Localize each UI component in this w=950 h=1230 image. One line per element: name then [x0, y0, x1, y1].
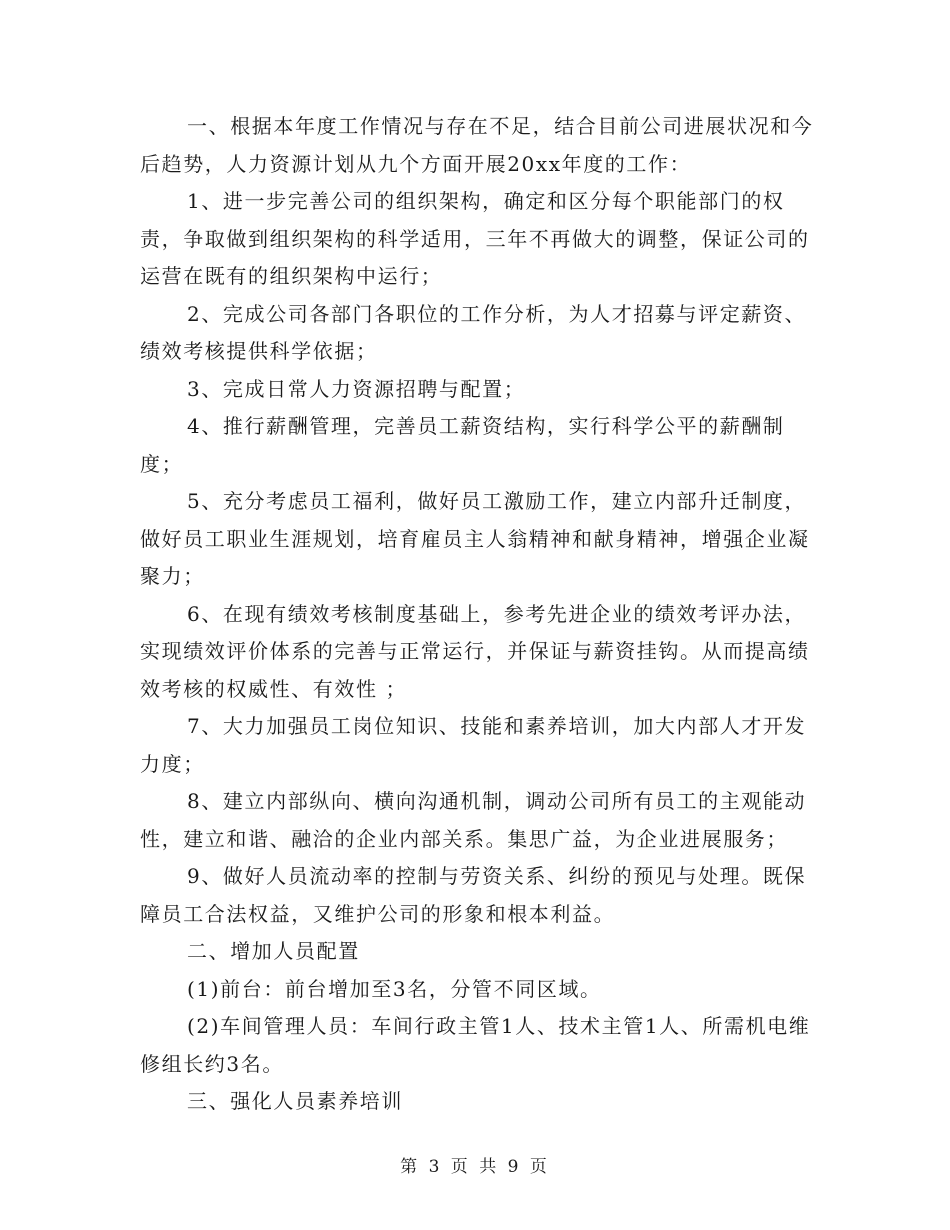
paragraph-item-6: 6、在现有绩效考核制度基础上，参考先进企业的绩效考评办法，实现绩效评价体系的完善与正常运行，并保证与薪资挂钩。从而提高绩效考核的权威性、有效性 ； — [140, 601, 810, 701]
paragraph-intro: 一、根据本年度工作情况与存在不足，结合目前公司进展状况和今后趋势，人力资源计划从九个方面开展20xx年度的工作： — [140, 114, 814, 176]
paragraph-item-1: 1、进一步完善公司的组织架构，确定和区分每个职能部门的权责，争取做到组织架构的科学适用，三年不再做大的调整，保证公司的运营在既有的组织架构中运行； — [140, 189, 810, 288]
paragraph-item-3: 3、完成日常人力资源招聘与配置； — [187, 376, 526, 401]
paragraph-item-8: 8、建立内部纵向、横向沟通机制，调动公司所有员工的主观能动性，建立和谐、融洽的企业内部关系。集思广益，为企业进展服务； — [140, 789, 807, 851]
page-number-footer: 第 3 页 共 9 页 — [400, 1157, 550, 1177]
section-heading-staffing: 二、增加人员配置 — [187, 939, 360, 963]
paragraph-item-4: 4、推行薪酬管理，完善员工薪资结构，实行科学公平的薪酬制度； — [140, 414, 785, 476]
paragraph-staffing-front-desk: (1)前台：前台增加至3名，分管不同区域。 — [187, 976, 602, 1001]
paragraph-item-5: 5、充分考虑员工福利，做好员工激励工作，建立内部升迁制度，做好员工职业生涯规划，培育雇员主人翁精神和献身精神，增强企业凝聚力； — [140, 489, 810, 588]
paragraph-item-9: 9、做好人员流动率的控制与劳资关系、纠纷的预见与处理。既保障员工合法权益，又维护公司的形象和根本利益。 — [140, 864, 807, 926]
paragraph-item-2: 2、完成公司各部门各职位的工作分析，为人才招募与评定薪资、绩效考核提供科学依据； — [140, 301, 807, 363]
paragraph-item-7: 7、大力加强员工岗位知识、技能和素养培训，加大内部人才开发力度； — [140, 714, 807, 776]
document-body — [140, 108, 820, 1121]
section-heading-training: 三、强化人员素养培训 — [187, 1089, 403, 1113]
paragraph-staffing-workshop: (2)车间管理人员：车间行政主管1人、技术主管1人、所需机电维修组长约3名。 — [140, 1014, 811, 1076]
